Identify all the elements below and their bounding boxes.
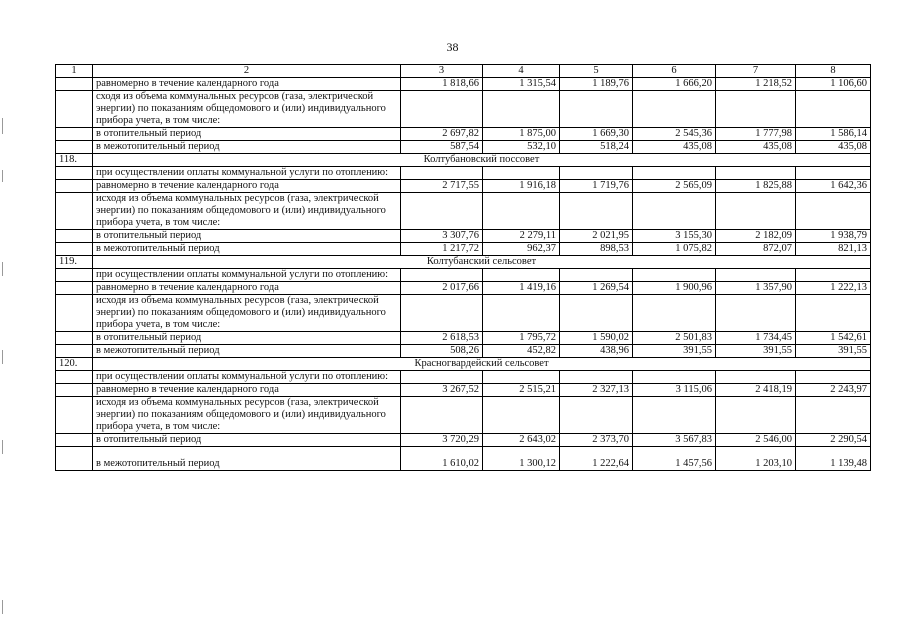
value-cell (633, 397, 716, 434)
value-cell (560, 371, 633, 384)
value-cell: 2 545,36 (633, 128, 716, 141)
value-cell: 1 269,54 (560, 282, 633, 295)
value-cell (633, 269, 716, 282)
value-cell: 3 267,52 (401, 384, 483, 397)
row-number-cell (56, 230, 93, 243)
value-cell: 1 916,18 (483, 180, 560, 193)
value-cell: 962,37 (483, 243, 560, 256)
text-row (56, 295, 871, 332)
table-row (56, 282, 871, 295)
value-cell (483, 269, 560, 282)
value-cell: 1 075,82 (633, 243, 716, 256)
value-cell (716, 193, 796, 230)
row-description: равномерно в течение календарного года (93, 180, 401, 193)
value-cell (560, 91, 633, 128)
scan-margin-mark (2, 118, 3, 134)
row-number-cell (56, 78, 93, 91)
value-cell: 1 222,13 (796, 282, 871, 295)
value-cell: 391,55 (796, 345, 871, 358)
value-cell: 391,55 (716, 345, 796, 358)
row-description: сходя из объема коммунальных ресурсов (газа, электрической энергии) по показаниям общедомового и (или) индивидуального прибора учета, в том числе: (93, 91, 401, 128)
value-cell: 1 669,30 (560, 128, 633, 141)
row-number-cell (56, 332, 93, 345)
row-description: в межотопительный период (93, 345, 401, 358)
value-cell (401, 371, 483, 384)
value-cell (796, 91, 871, 128)
value-cell: 1 818,66 (401, 78, 483, 91)
value-cell (716, 91, 796, 128)
value-cell (716, 371, 796, 384)
row-description: в межотопительный период (93, 243, 401, 256)
value-cell: 3 307,76 (401, 230, 483, 243)
value-cell: 435,08 (716, 141, 796, 154)
value-cell (483, 397, 560, 434)
row-description: равномерно в течение календарного года (93, 282, 401, 295)
value-cell: 2 501,83 (633, 332, 716, 345)
value-cell: 435,08 (633, 141, 716, 154)
value-cell (483, 91, 560, 128)
table-row (56, 230, 871, 243)
value-cell (716, 295, 796, 332)
value-cell: 2 565,09 (633, 180, 716, 193)
value-cell (483, 167, 560, 180)
value-cell: 1 457,56 (633, 447, 716, 471)
value-cell: 391,55 (633, 345, 716, 358)
value-cell: 508,26 (401, 345, 483, 358)
value-cell (401, 295, 483, 332)
value-cell (796, 167, 871, 180)
text-row (56, 167, 871, 180)
value-cell: 1 203,10 (716, 447, 796, 471)
text-row (56, 91, 871, 128)
value-cell: 2 717,55 (401, 180, 483, 193)
table-row (56, 141, 871, 154)
value-cell: 1 218,52 (716, 78, 796, 91)
row-number-cell (56, 167, 93, 180)
row-number-cell (56, 397, 93, 434)
value-cell: 2 618,53 (401, 332, 483, 345)
section-row (56, 154, 871, 167)
table-row (56, 78, 871, 91)
value-cell: 1 189,76 (560, 78, 633, 91)
value-cell (796, 295, 871, 332)
value-cell: 1 217,72 (401, 243, 483, 256)
value-cell: 2 515,21 (483, 384, 560, 397)
section-number: 119. (56, 256, 93, 269)
value-cell: 898,53 (560, 243, 633, 256)
row-number-cell (56, 447, 93, 471)
section-row (56, 358, 871, 371)
value-cell: 2 243,97 (796, 384, 871, 397)
value-cell: 2 021,95 (560, 230, 633, 243)
value-cell (796, 269, 871, 282)
value-cell: 435,08 (796, 141, 871, 154)
section-name: Колтубанский сельсовет (93, 256, 871, 269)
value-cell: 532,10 (483, 141, 560, 154)
section-name: Красногвардейский сельсовет (93, 358, 871, 371)
row-number-cell (56, 141, 93, 154)
value-cell: 1 300,12 (483, 447, 560, 471)
scan-margin-mark (2, 440, 3, 454)
scan-margin-mark (2, 600, 3, 614)
value-cell: 1 586,14 (796, 128, 871, 141)
row-number-cell (56, 434, 93, 447)
value-cell: 1 938,79 (796, 230, 871, 243)
row-number-cell (56, 91, 93, 128)
value-cell (401, 269, 483, 282)
value-cell: 2 279,11 (483, 230, 560, 243)
value-cell: 1 610,02 (401, 447, 483, 471)
value-cell: 3 115,06 (633, 384, 716, 397)
table-body (56, 65, 871, 471)
row-number-cell (56, 295, 93, 332)
row-description: равномерно в течение календарного года (93, 384, 401, 397)
value-cell: 3 720,29 (401, 434, 483, 447)
value-cell: 1 315,54 (483, 78, 560, 91)
row-description: в отопительный период (93, 434, 401, 447)
value-cell: 518,24 (560, 141, 633, 154)
value-cell: 2 697,82 (401, 128, 483, 141)
text-row (56, 371, 871, 384)
row-description: в межотопительный период (93, 447, 401, 471)
row-number-cell (56, 282, 93, 295)
value-cell (401, 397, 483, 434)
value-cell: 1 666,20 (633, 78, 716, 91)
section-number: 118. (56, 154, 93, 167)
value-cell: 1 795,72 (483, 332, 560, 345)
value-cell (633, 371, 716, 384)
row-number-cell (56, 180, 93, 193)
value-cell (401, 167, 483, 180)
value-cell: 2 182,09 (716, 230, 796, 243)
row-number-cell (56, 128, 93, 141)
scan-margin-mark (2, 262, 3, 276)
page-number: 38 (446, 40, 459, 54)
value-cell (401, 91, 483, 128)
value-cell: 1 734,45 (716, 332, 796, 345)
column-number: 2 (93, 65, 401, 78)
value-cell: 587,54 (401, 141, 483, 154)
value-cell (483, 295, 560, 332)
row-number-cell (56, 345, 93, 358)
value-cell (633, 295, 716, 332)
value-cell: 2 290,54 (796, 434, 871, 447)
value-cell: 1 139,48 (796, 447, 871, 471)
value-cell: 1 825,88 (716, 180, 796, 193)
table-row (56, 332, 871, 345)
value-cell: 2 373,70 (560, 434, 633, 447)
column-number: 8 (796, 65, 871, 78)
column-number: 5 (560, 65, 633, 78)
value-cell (716, 397, 796, 434)
table-row (56, 434, 871, 447)
column-number: 7 (716, 65, 796, 78)
value-cell (716, 167, 796, 180)
column-number: 6 (633, 65, 716, 78)
value-cell (483, 371, 560, 384)
row-description: в отопительный период (93, 332, 401, 345)
row-description: исходя из объема коммунальных ресурсов (газа, электрической энергии) по показаниям общедомового и (или) индивидуального прибора учета, в том числе: (93, 295, 401, 332)
text-row (56, 269, 871, 282)
value-cell: 1 642,36 (796, 180, 871, 193)
table-row (56, 128, 871, 141)
column-number-row (56, 65, 871, 78)
value-cell: 1 357,90 (716, 282, 796, 295)
value-cell (401, 193, 483, 230)
row-number-cell (56, 269, 93, 282)
value-cell: 2 546,00 (716, 434, 796, 447)
value-cell: 1 590,02 (560, 332, 633, 345)
value-cell: 3 567,83 (633, 434, 716, 447)
row-description: исходя из объема коммунальных ресурсов (газа, электрической энергии) по показаниям общедомового и (или) индивидуального прибора учета, в том числе: (93, 397, 401, 434)
value-cell: 1 222,64 (560, 447, 633, 471)
value-cell: 2 327,13 (560, 384, 633, 397)
table-row (56, 243, 871, 256)
value-cell (633, 167, 716, 180)
row-description: равномерно в течение календарного года (93, 78, 401, 91)
text-row (56, 193, 871, 230)
column-number: 4 (483, 65, 560, 78)
section-number: 120. (56, 358, 93, 371)
value-cell: 872,07 (716, 243, 796, 256)
scan-margin-mark (2, 170, 3, 182)
row-number-cell (56, 371, 93, 384)
value-cell: 1 900,96 (633, 282, 716, 295)
value-cell (560, 397, 633, 434)
row-description: при осуществлении оплаты коммунальной услуги по отоплению: (93, 167, 401, 180)
value-cell: 1 542,61 (796, 332, 871, 345)
row-description: в отопительный период (93, 230, 401, 243)
value-cell: 452,82 (483, 345, 560, 358)
table-row (56, 180, 871, 193)
table-row (56, 345, 871, 358)
row-description: в отопительный период (93, 128, 401, 141)
value-cell: 821,13 (796, 243, 871, 256)
section-name: Колтубановский поссовет (93, 154, 871, 167)
value-cell: 2 017,66 (401, 282, 483, 295)
row-number-cell (56, 193, 93, 230)
value-cell (560, 269, 633, 282)
row-description: при осуществлении оплаты коммунальной услуги по отоплению: (93, 269, 401, 282)
table-row (56, 447, 871, 471)
value-cell: 2 643,02 (483, 434, 560, 447)
value-cell (796, 371, 871, 384)
section-row (56, 256, 871, 269)
row-number-cell (56, 384, 93, 397)
value-cell (633, 193, 716, 230)
value-cell: 1 106,60 (796, 78, 871, 91)
value-cell (633, 91, 716, 128)
value-cell (560, 295, 633, 332)
row-description: при осуществлении оплаты коммунальной услуги по отоплению: (93, 371, 401, 384)
row-description: в межотопительный период (93, 141, 401, 154)
value-cell (560, 193, 633, 230)
value-cell: 1 419,16 (483, 282, 560, 295)
scan-margin-mark (2, 350, 3, 364)
text-row (56, 397, 871, 434)
row-number-cell (56, 243, 93, 256)
value-cell: 438,96 (560, 345, 633, 358)
tariff-table (55, 64, 871, 471)
value-cell (796, 193, 871, 230)
column-number: 3 (401, 65, 483, 78)
value-cell (796, 397, 871, 434)
value-cell (560, 167, 633, 180)
value-cell: 1 875,00 (483, 128, 560, 141)
value-cell: 1 719,76 (560, 180, 633, 193)
value-cell: 1 777,98 (716, 128, 796, 141)
value-cell (483, 193, 560, 230)
value-cell: 2 418,19 (716, 384, 796, 397)
value-cell (716, 269, 796, 282)
row-description: исходя из объема коммунальных ресурсов (газа, электрической энергии) по показаниям общедомового и (или) индивидуального прибора учета, в том числе: (93, 193, 401, 230)
table-row (56, 384, 871, 397)
value-cell: 3 155,30 (633, 230, 716, 243)
column-number: 1 (56, 65, 93, 78)
